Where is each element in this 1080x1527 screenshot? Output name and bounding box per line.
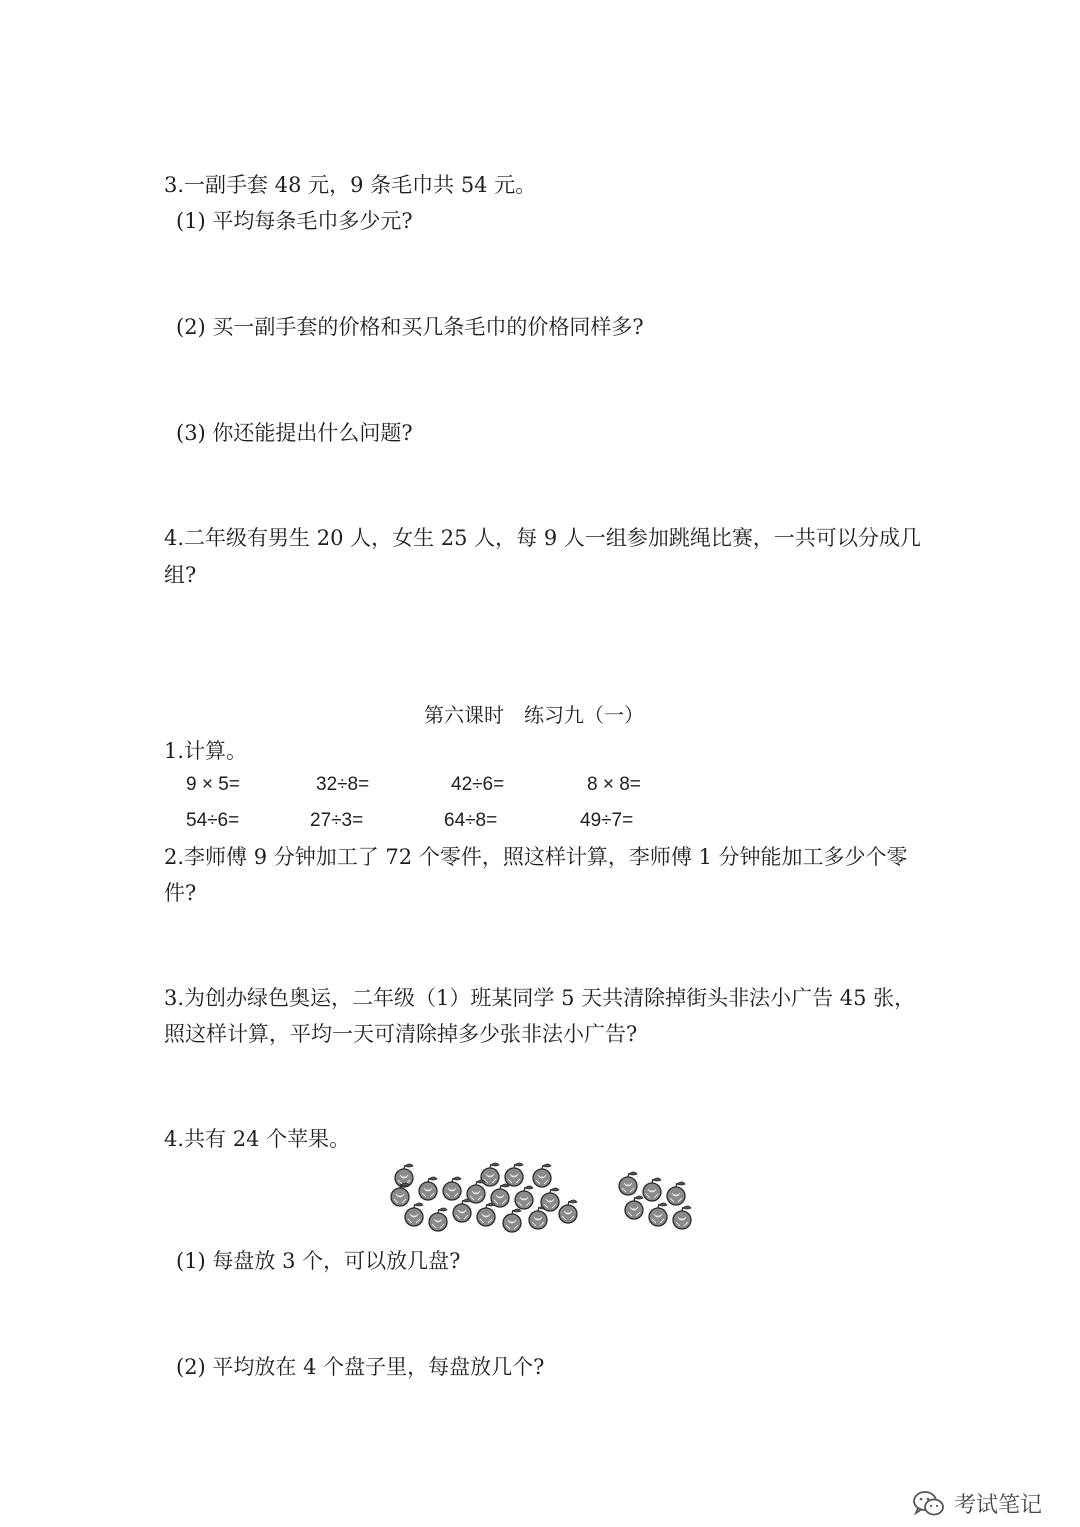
apple-icon [667,1182,685,1205]
calc-question-stem: 1.计算。 [164,739,248,763]
watermark [912,1488,1042,1519]
calc-item: 54÷6= [186,810,240,831]
question-4-line-1: 4.二年级有男生 20 人，女生 25 人，每 9 人一组参加跳绳比赛，一共可以分成几 [164,526,921,550]
question-2-line-1: 2.李师傅 9 分钟加工了 72 个零件，照这样计算，李师傅 1 分钟能加工多少个零 [164,845,908,869]
apples-illustration [384,1160,704,1240]
apple-icon [505,1163,523,1186]
apple-icon [559,1200,577,1223]
calc-item: 8 × 8= [587,774,641,795]
apple-icon [477,1203,495,1226]
question-3-line-2: 照这样计算，平均一天可清除掉多少张非法小广告? [164,1022,638,1046]
apple-icon [625,1196,643,1219]
apple-icon [541,1188,559,1211]
question-3-part-3: (3) 你还能提出什么问题? [176,421,413,445]
question-4-line-2: 组? [164,563,197,587]
apple-icon [643,1178,661,1201]
apple-icon [515,1186,533,1209]
question-3-part-1: (1) 平均每条毛巾多少元? [176,209,413,233]
question-4-part-2: (2) 平均放在 4 个盘子里，每盘放几个? [176,1355,545,1379]
apple-icon [673,1206,691,1229]
watermark-text: 考试笔记 [953,1493,1042,1518]
question-2-line-2: 件? [164,881,197,905]
calc-item: 49÷7= [580,810,634,831]
question-4-stem: 4.共有 24 个苹果。 [164,1127,351,1151]
apple-icon [533,1164,551,1187]
wechat-icon [912,1489,946,1519]
calc-item: 32÷8= [316,774,370,795]
apple-icon [443,1177,461,1200]
question-3-line-1: 3.为创办绿色奥运，二年级（1）班某同学 5 天共清除掉街头非法小广告 45 张， [164,986,916,1010]
apple-icon [503,1209,521,1232]
apple-icon [429,1208,447,1231]
apple-icon [419,1177,437,1200]
calc-item: 42÷6= [451,774,505,795]
question-3-stem: 3.一副手套 48 元，9 条毛巾共 54 元。 [164,173,537,197]
question-4-part-1: (1) 每盘放 3 个，可以放几盘? [176,1249,461,1273]
apple-icon [453,1199,471,1222]
lesson-title: 第六课时 练习九（一） [424,703,644,727]
question-3-part-2: (2) 买一副手套的价格和买几条毛巾的价格同样多? [176,315,644,339]
apple-icon [405,1203,423,1226]
calc-item: 64÷8= [444,810,498,831]
calc-item: 9 × 5= [186,774,240,795]
calc-item: 27÷3= [310,810,364,831]
apple-icon [619,1172,637,1195]
apple-icon [649,1203,667,1226]
